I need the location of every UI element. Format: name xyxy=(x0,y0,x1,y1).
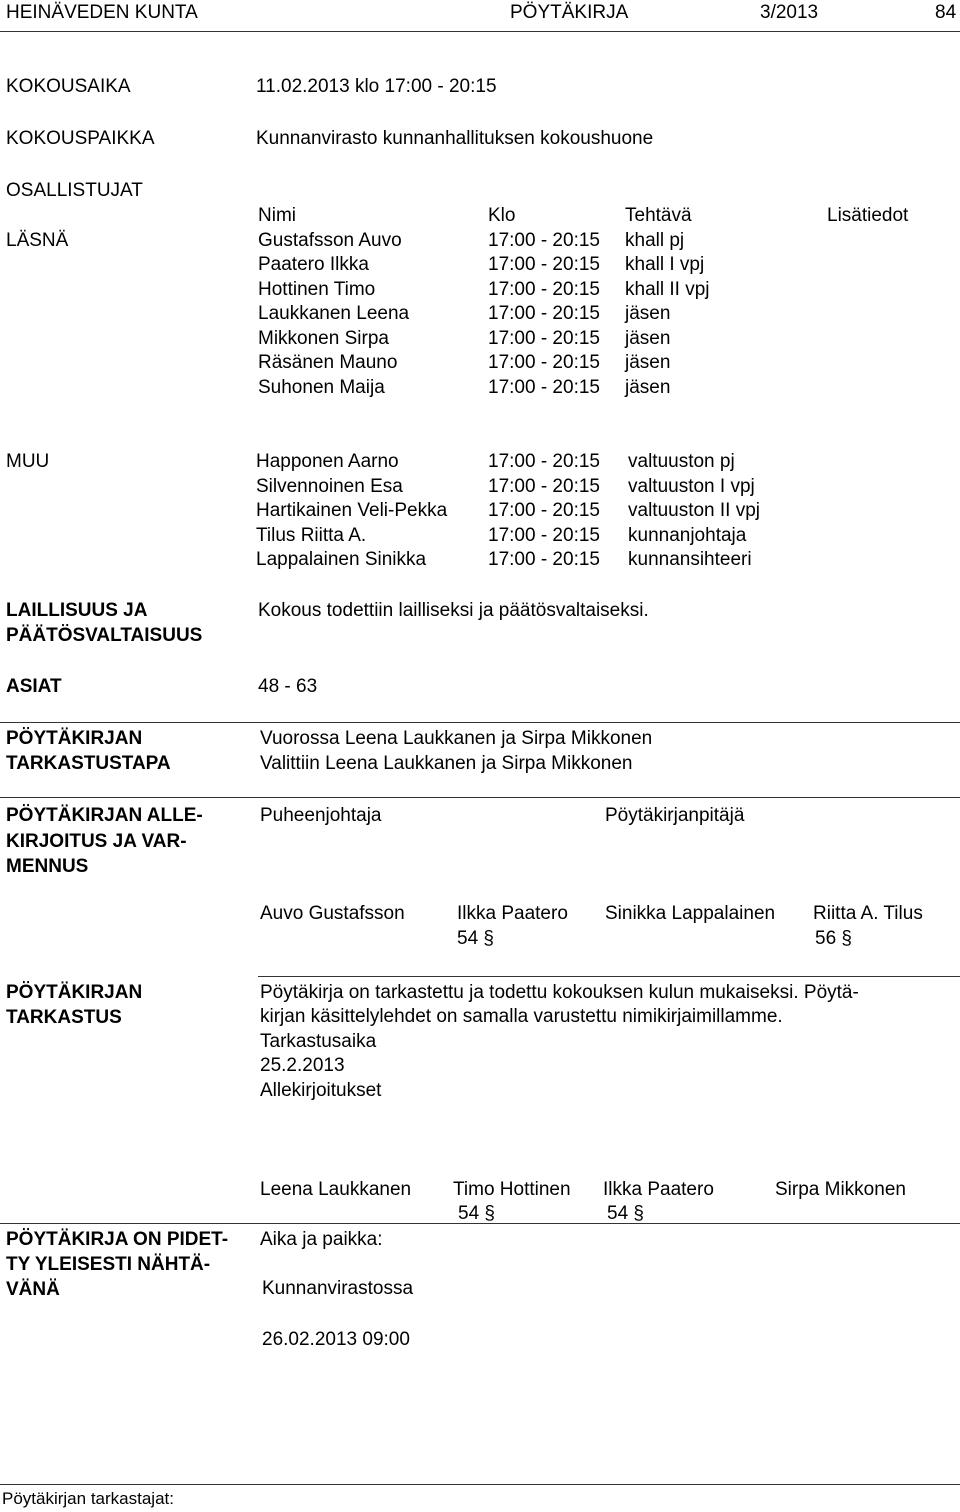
participant-time: 17:00 - 20:15 xyxy=(488,377,600,398)
attendee-name: Hartikainen Veli-Pekka xyxy=(256,500,448,521)
attendee-role: kunnanjohtaja xyxy=(628,525,747,546)
public-label-line-2: TY YLEISESTI NÄHTÄ- xyxy=(6,1254,211,1275)
participant-time: 17:00 - 20:15 xyxy=(488,352,600,373)
reviewer-name: Leena Laukkanen xyxy=(260,1179,412,1200)
review-method-line-1: Vuorossa Leena Laukkanen ja Sirpa Mikkonen xyxy=(260,728,653,749)
header-doc-type: PÖYTÄKIRJA xyxy=(510,2,629,23)
participant-role: khall II vpj xyxy=(625,279,710,300)
public-place-value: Kunnanvirastossa xyxy=(262,1278,414,1299)
review-time-label: Tarkastusaika xyxy=(260,1031,377,1052)
attendee-role: valtuuston II vpj xyxy=(628,500,761,521)
participant-time: 17:00 - 20:15 xyxy=(488,279,600,300)
review-method-label-line-2: TARKASTUSTAPA xyxy=(6,753,171,774)
participant-time: 17:00 - 20:15 xyxy=(488,328,600,349)
attendee-time: 17:00 - 20:15 xyxy=(488,549,600,570)
public-label-line-3: VÄNÄ xyxy=(6,1279,60,1300)
participant-name: Paatero Ilkka xyxy=(258,254,369,275)
reviewer-name: Sirpa Mikkonen xyxy=(775,1179,906,1200)
signing-label-line-1: PÖYTÄKIRJAN ALLE- xyxy=(6,805,203,826)
other-label: MUU xyxy=(6,451,50,472)
reviewer-name: Ilkka Paatero xyxy=(603,1179,714,1200)
section-sign-icon: § xyxy=(484,1203,495,1224)
divider xyxy=(0,797,960,798)
section-sign-icon: § xyxy=(841,928,852,949)
header-number: 3/2013 xyxy=(760,2,819,23)
legality-text: Kokous todettiin lailliseksi ja päätösvaltaiseksi. xyxy=(258,600,649,621)
participant-name: Hottinen Timo xyxy=(258,279,376,300)
column-header-role: Tehtävä xyxy=(625,205,692,226)
review-method-label-line-1: PÖYTÄKIRJAN xyxy=(6,728,143,749)
participant-time: 17:00 - 20:15 xyxy=(488,254,600,275)
signing-label-line-2: KIRJOITUS JA VAR- xyxy=(6,831,187,852)
participant-role: jäsen xyxy=(625,377,671,398)
attendee-role: kunnansihteeri xyxy=(628,549,752,570)
header-page-number: 84 xyxy=(935,2,957,23)
section-sign-icon: § xyxy=(633,1203,644,1224)
review-date: 25.2.2013 xyxy=(260,1055,345,1076)
secretary-label: Pöytäkirjanpitäjä xyxy=(605,805,745,826)
attendee-role: valtuuston I vpj xyxy=(628,476,755,497)
signature-name: Sinikka Lappalainen xyxy=(605,903,776,924)
participant-time: 17:00 - 20:15 xyxy=(488,303,600,324)
section-sign-icon: § xyxy=(483,928,494,949)
review-text-line-2: kirjan käsittelylehdet on samalla varustettu nimikirjaimillamme. xyxy=(260,1006,783,1027)
column-header-notes: Lisätiedot xyxy=(827,205,909,226)
participant-time: 17:00 - 20:15 xyxy=(488,230,600,251)
participants-label: OSALLISTUJAT xyxy=(6,180,143,201)
attendee-time: 17:00 - 20:15 xyxy=(488,451,600,472)
chair-label: Puheenjohtaja xyxy=(260,805,382,826)
review-method-line-2: Valittiin Leena Laukkanen ja Sirpa Mikkonen xyxy=(260,753,633,774)
signature-name: Ilkka Paatero xyxy=(457,903,568,924)
header-municipality: HEINÄVEDEN KUNTA xyxy=(6,2,198,23)
participant-role: khall I vpj xyxy=(625,254,705,275)
meeting-place-value: Kunnanvirasto kunnanhallituksen kokoushuone xyxy=(256,128,654,149)
participant-name: Räsänen Mauno xyxy=(258,352,398,373)
review-signatures-label: Allekirjoitukset xyxy=(260,1080,382,1101)
participant-name: Suhonen Maija xyxy=(258,377,385,398)
signature-note-number: 54 xyxy=(457,928,479,949)
attendee-name: Lappalainen Sinikka xyxy=(256,549,427,570)
signing-label-line-3: MENNUS xyxy=(6,856,89,877)
items-value: 48 - 63 xyxy=(258,676,318,697)
attendee-name: Tilus Riitta A. xyxy=(256,525,367,546)
reviewer-note-number: 54 xyxy=(458,1203,480,1224)
participant-name: Gustafsson Auvo xyxy=(258,230,402,251)
public-place-label: Aika ja paikka: xyxy=(260,1229,383,1250)
footer-divider xyxy=(0,1484,960,1485)
footer-reviewers-label: Pöytäkirjan tarkastajat: xyxy=(2,1489,174,1508)
participant-role: jäsen xyxy=(625,352,671,373)
participant-role: jäsen xyxy=(625,328,671,349)
meeting-time-label: KOKOUSAIKA xyxy=(6,76,131,97)
participant-name: Mikkonen Sirpa xyxy=(258,328,389,349)
signature-name: Riitta A. Tilus xyxy=(813,903,923,924)
column-header-name: Nimi xyxy=(258,205,296,226)
signature-note-number: 56 xyxy=(815,928,837,949)
attendee-name: Silvennoinen Esa xyxy=(256,476,403,497)
attendee-time: 17:00 - 20:15 xyxy=(488,500,600,521)
attendee-role: valtuuston pj xyxy=(628,451,735,472)
public-datetime: 26.02.2013 09:00 xyxy=(262,1329,410,1350)
attendee-name: Happonen Aarno xyxy=(256,451,399,472)
items-label: ASIAT xyxy=(6,676,62,697)
divider xyxy=(258,976,960,977)
signature-note xyxy=(457,926,494,951)
present-label: LÄSNÄ xyxy=(6,230,69,251)
meeting-place-label: KOKOUSPAIKKA xyxy=(6,128,155,149)
legality-label-line-1: LAILLISUUS JA xyxy=(6,600,148,621)
review-text-line-1: Pöytäkirja on tarkastettu ja todettu kokouksen kulun mukaiseksi. Pöytä- xyxy=(260,982,859,1003)
review-label-line-1: PÖYTÄKIRJAN xyxy=(6,982,143,1003)
signature-note xyxy=(815,926,852,951)
reviewer-note-number: 54 xyxy=(607,1203,629,1224)
divider xyxy=(0,1223,960,1224)
attendee-time: 17:00 - 20:15 xyxy=(488,476,600,497)
meeting-time-value: 11.02.2013 klo 17:00 - 20:15 xyxy=(256,76,497,97)
attendee-time: 17:00 - 20:15 xyxy=(488,525,600,546)
reviewer-name: Timo Hottinen xyxy=(453,1179,571,1200)
review-label-line-2: TARKASTUS xyxy=(6,1007,122,1028)
public-label-line-1: PÖYTÄKIRJA ON PIDET- xyxy=(6,1229,229,1250)
participant-role: khall pj xyxy=(625,230,685,251)
legality-label-line-2: PÄÄTÖSVALTAISUUS xyxy=(6,625,203,646)
column-header-time: Klo xyxy=(488,205,516,226)
participant-name: Laukkanen Leena xyxy=(258,303,410,324)
divider xyxy=(0,722,960,723)
signature-name: Auvo Gustafsson xyxy=(260,903,405,924)
header-divider xyxy=(0,31,960,32)
participant-role: jäsen xyxy=(625,303,671,324)
